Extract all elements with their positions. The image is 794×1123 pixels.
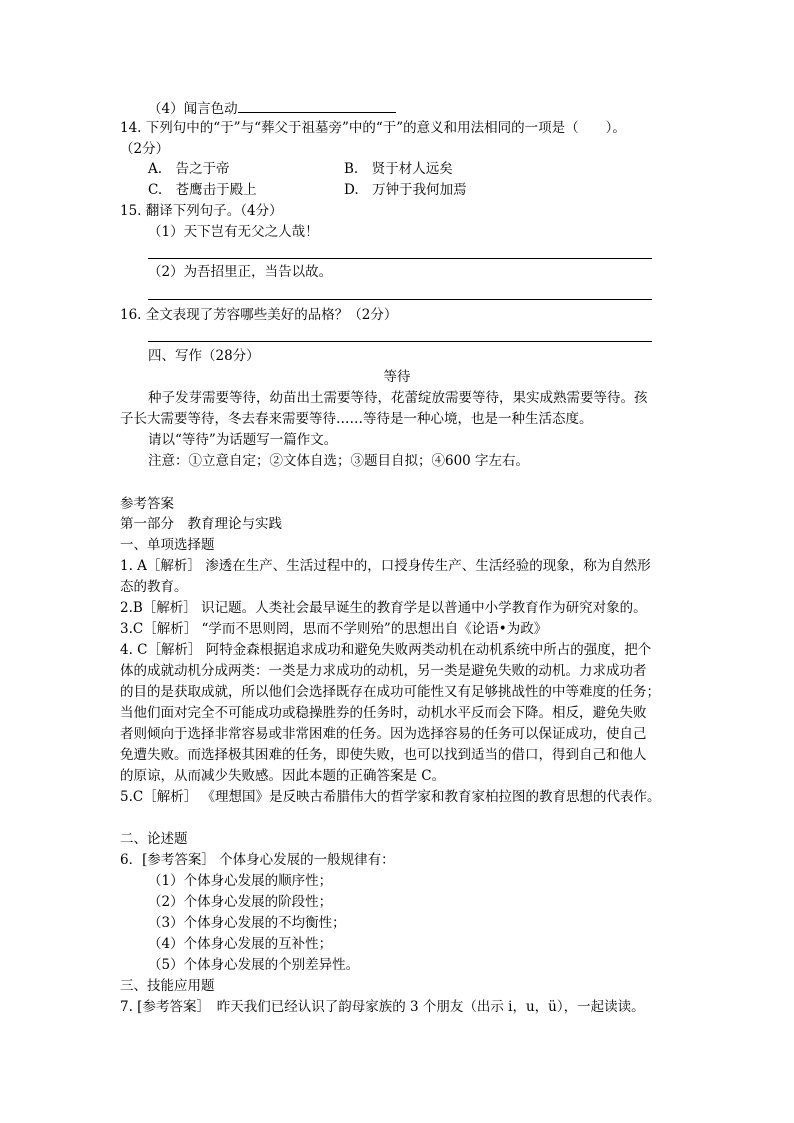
section-skill-application: 三、技能应用题: [120, 978, 215, 994]
answer-4-line-1: 4. C［解析］ 阿特金森根据追求成功和避免失败两类动机在动机系统中所占的强度，把个: [120, 642, 652, 658]
writing-para2: 请以“等待”为话题写一篇作文。: [148, 432, 338, 448]
answer-4-line-5: 者则倾向于选择非常容易或非常困难的任务。因为选择容易的任务可以保证成功，使自己: [120, 726, 647, 742]
q14-option-d: D. 万钟于我何加焉: [344, 182, 467, 198]
q15-sentence-2: （2）为吾招里正，当告以故。: [148, 264, 333, 280]
writing-para3: 注意：①立意自定；②文体自选；③题目自拟；④600 字左右。: [148, 453, 530, 469]
q15-sentence-1: （1）天下岂有无父之人哉！: [148, 224, 319, 240]
answer-6-item-4: （4）个体身心发展的互补性；: [148, 936, 333, 952]
answer-6-item-1: （1）个体身心发展的顺序性；: [148, 873, 333, 889]
answer-6-item-5: （5）个体身心发展的个别差异性。: [148, 957, 360, 973]
q14-option-b: B. 贤于材人远矣: [344, 161, 453, 177]
answer-7: 7. [参考答案］ 昨天我们已经认识了韵母家族的 3 个朋友（出示 i，u，ü），一起读读。: [120, 999, 645, 1015]
q16-answer-line[interactable]: [148, 341, 652, 342]
answer-4-line-3: 的目的是获取成就，所以他们会选择既存在成功可能性又有足够挑战性的中等难度的任务；: [120, 684, 660, 700]
q13-item-4-text: （4）闻言色动: [148, 101, 238, 117]
section-essay: 二、论述题: [120, 831, 188, 847]
q14-option-c: C. 苍鹰击于殿上: [148, 182, 257, 198]
q15-answer-line-2[interactable]: [148, 299, 652, 300]
answer-5: 5.C［解析］ 《理想国》是反映古希腊伟大的哲学家和教育家柏拉图的教育思想的代表作。: [120, 789, 661, 805]
answers-part-title: 第一部分 教育理论与实践: [120, 516, 282, 532]
q15-answer-line-1[interactable]: [148, 258, 652, 259]
answer-6: 6．[参考答案］ 个体身心发展的一般规律有：: [120, 852, 395, 868]
answer-4-line-6: 免遭失败。而选择极其困难的任务，即使失败，也可以找到适当的借口，得到自己和他人: [120, 747, 647, 763]
answer-1-line-2: 态的教育。: [120, 579, 188, 595]
q13-item-4: [148, 98, 396, 119]
q13-answer-blank[interactable]: [238, 98, 396, 113]
answer-3: 3.C［解析］ “学而不思则罔，思而不学则殆”的思想出自《论语•为政》: [120, 621, 548, 637]
q14-option-a: A. 告之于帝: [148, 161, 230, 177]
writing-heading: 四、写作（28分）: [148, 348, 260, 364]
q16-stem: 16. 全文表现了芳容哪些美好的品格？（2分）: [120, 307, 398, 323]
answer-4-line-7: 的原谅，从而减少失败感。因此本题的正确答案是 C。: [120, 768, 446, 784]
writing-para1-line2: 子长大需要等待，冬去春来需要等待……等待是一种心境，也是一种生活态度。: [120, 411, 593, 427]
writing-title: 等待: [383, 369, 411, 385]
answer-4-line-2: 体的成就动机分成两类：一类是力求成功的动机，另一类是避免失败的动机。力求成功者: [120, 663, 647, 679]
q15-stem: 15. 翻译下列句子。（4分）: [120, 203, 283, 219]
answer-2: 2.B［解析］ 识记题。人类社会最早诞生的教育学是以普通中小学教育作为研究对象的。: [120, 600, 647, 616]
answer-1-line-1: 1. A［解析］ 渗透在生产、生活过程中的，口授身传生产、生活经验的现象，称为自然形: [120, 558, 651, 574]
q14-score: （2分）: [120, 141, 170, 157]
answer-6-item-3: （3）个体身心发展的不均衡性；: [148, 915, 346, 931]
answer-4-line-4: 当他们面对完全不可能成功或稳操胜券的任务时，动机水平反而会下降。相反，避免失败: [120, 705, 647, 721]
section-single-choice: 一、单项选择题: [120, 537, 215, 553]
writing-para1-line1: 种子发芽需要等待，幼苗出土需要等待，花蕾绽放需要等待，果实成熟需要等待。孩: [148, 390, 648, 406]
q14-stem: 14. 下列句中的“于”与“葬父于祖墓旁”中的“于”的意义和用法相同的一项是（ ）。: [120, 120, 626, 136]
answer-6-item-2: （2）个体身心发展的阶段性；: [148, 894, 333, 910]
answers-heading: 参考答案: [120, 496, 174, 512]
